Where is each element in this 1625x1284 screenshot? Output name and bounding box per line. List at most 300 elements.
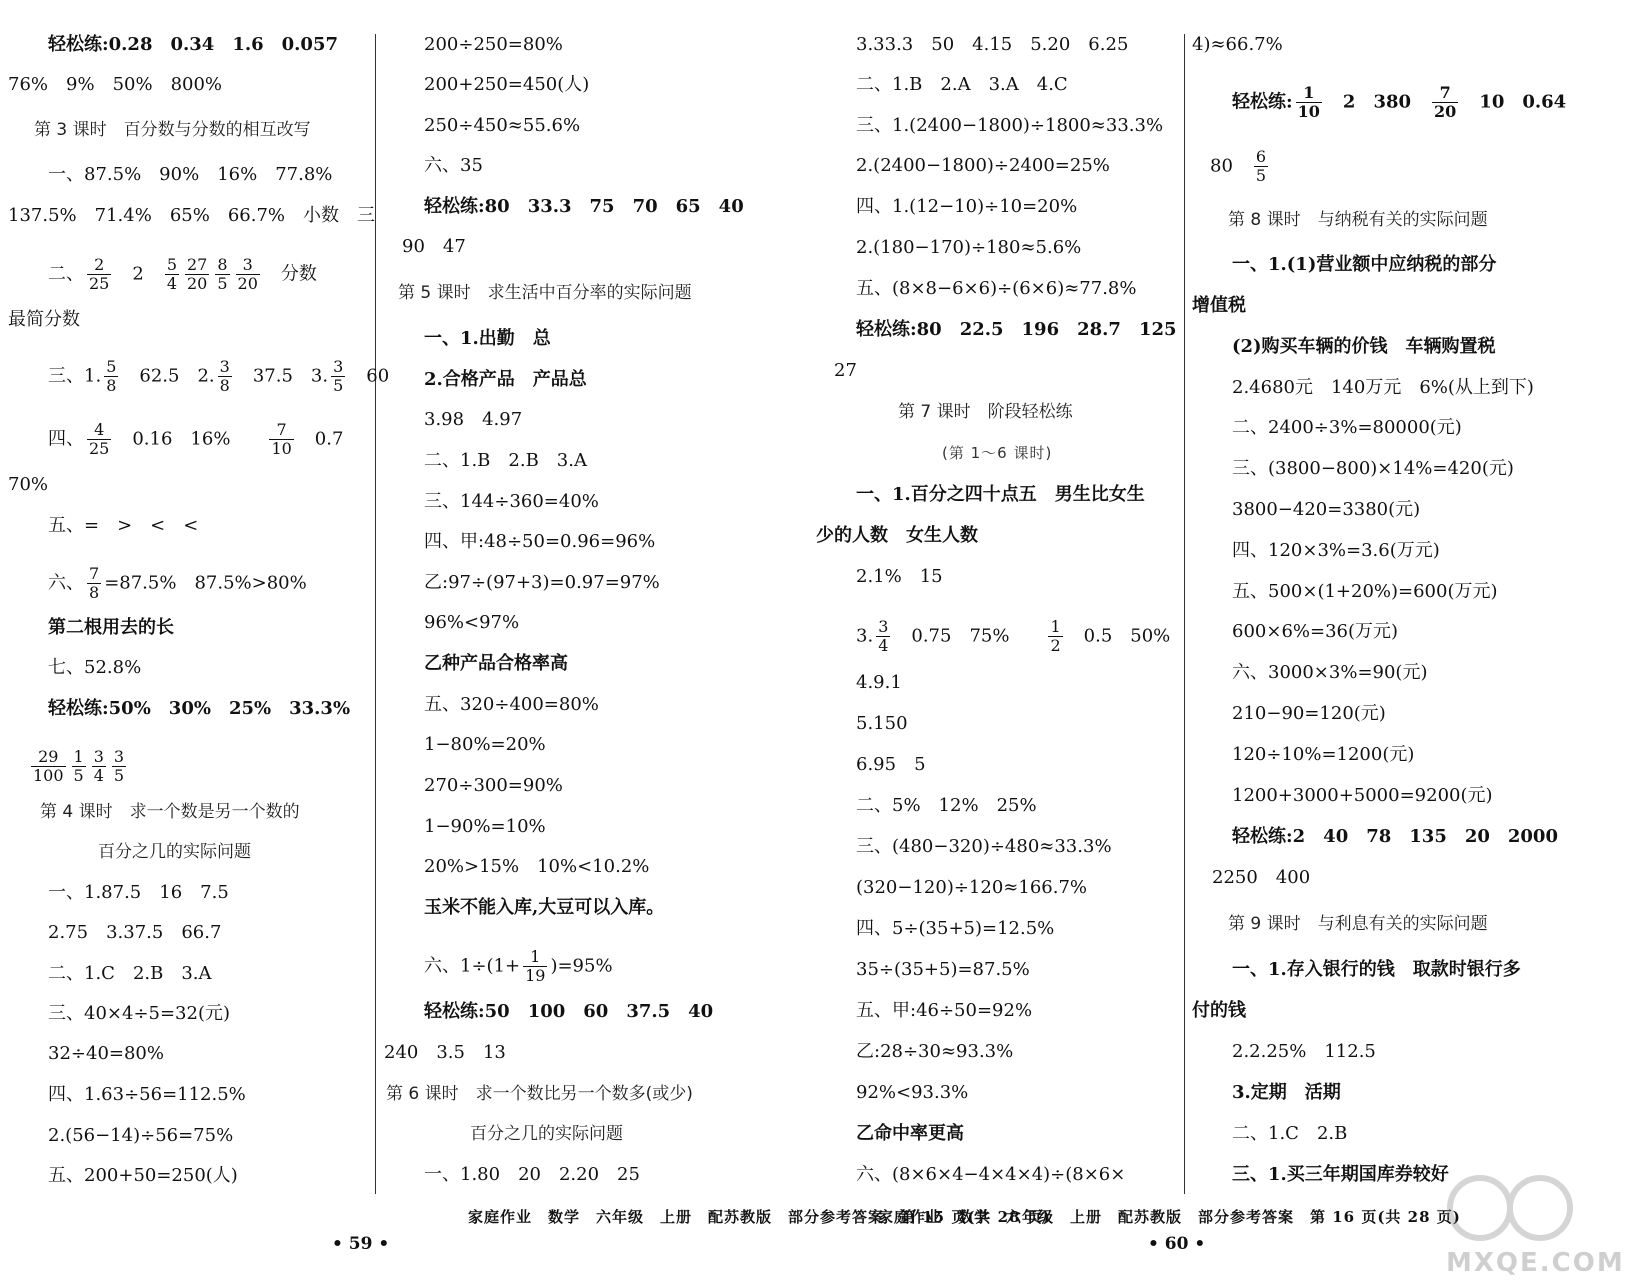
answer-text: 200+250=450(人) bbox=[424, 74, 590, 95]
answer-text: (2)购买车辆的价钱 车辆购置税 bbox=[1232, 336, 1496, 357]
answer-text: 四、5÷(35+5)=12.5% bbox=[856, 918, 1055, 939]
answer-line bbox=[424, 369, 587, 391]
answer-line bbox=[856, 196, 1077, 218]
answer-text: 五、320÷400=80% bbox=[424, 694, 599, 715]
fraction-numerator: 8 bbox=[217, 255, 228, 274]
fraction-numerator: 2 bbox=[87, 257, 111, 275]
lesson-heading bbox=[1228, 913, 1488, 935]
answer-text: 2.(180−170)÷180≈5.6% bbox=[856, 237, 1082, 258]
answer-line bbox=[402, 236, 466, 258]
answer-text: 270÷300=90% bbox=[424, 775, 563, 796]
answer-line bbox=[424, 897, 664, 919]
answer-text: 35÷(35+5)=87.5% bbox=[856, 959, 1030, 980]
answer-line bbox=[424, 328, 551, 350]
answer-line bbox=[1232, 499, 1420, 521]
answer-line bbox=[28, 749, 129, 784]
answer-text: 第二根用去的长 bbox=[48, 617, 174, 638]
answer-text: 轻松练:50 100 60 37.5 40 bbox=[424, 1001, 714, 1022]
answer-line bbox=[48, 698, 350, 720]
fraction bbox=[269, 422, 293, 457]
answer-line bbox=[856, 877, 1087, 899]
answer-line bbox=[424, 694, 599, 716]
lesson-subheading bbox=[942, 442, 1052, 464]
answer-text: 210−90=120(元) bbox=[1232, 703, 1386, 724]
answer-line bbox=[48, 882, 229, 904]
answer-text: 第 6 课时 求一个数比另一个数多(或少) bbox=[386, 1084, 693, 1104]
answer-line bbox=[856, 713, 908, 735]
answer-text: 一、1.87.5 16 7.5 bbox=[48, 882, 229, 903]
answer-text: 27 bbox=[834, 360, 857, 381]
fraction-numerator: 3 bbox=[219, 357, 230, 376]
answer-line bbox=[1232, 1082, 1341, 1104]
answer-line bbox=[424, 450, 587, 472]
answer-text: 六、3000×3%=90(元) bbox=[1232, 662, 1428, 683]
lesson-heading bbox=[1228, 209, 1488, 231]
answer-line bbox=[856, 1164, 1125, 1186]
answer-line bbox=[856, 918, 1054, 940]
answer-text: 5.150 bbox=[856, 713, 908, 734]
answer-text: 七、52.8% bbox=[48, 657, 142, 678]
fraction bbox=[215, 257, 229, 292]
answer-text: 三、1.(2400−1800)÷1800≈33.3% bbox=[856, 115, 1164, 136]
answer-line bbox=[424, 734, 546, 756]
fraction bbox=[1296, 85, 1322, 120]
answer-line bbox=[856, 1000, 1032, 1022]
answer-line bbox=[424, 115, 580, 137]
answer-text: 百分之几的实际问题 bbox=[470, 1124, 623, 1144]
fraction-denominator: 8 bbox=[89, 583, 100, 602]
fraction bbox=[92, 749, 106, 784]
answer-line bbox=[48, 963, 212, 985]
answer-line bbox=[1192, 34, 1283, 56]
answer-text: 五、= > < < bbox=[48, 515, 199, 536]
answer-line bbox=[48, 34, 338, 56]
answer-text: 轻松练:2 40 78 135 20 2000 bbox=[1232, 826, 1558, 847]
answer-text: 一、1.80 20 2.20 25 bbox=[424, 1164, 640, 1185]
answer-line bbox=[48, 617, 174, 639]
fraction bbox=[87, 566, 101, 601]
fraction-numerator: 5 bbox=[166, 255, 177, 274]
answer-text: 37.5 3. bbox=[234, 365, 329, 387]
answer-line bbox=[48, 164, 332, 186]
answer-text: 4)≈66.7% bbox=[1192, 34, 1283, 55]
lesson-heading bbox=[386, 1083, 693, 1105]
lesson-heading bbox=[98, 841, 251, 863]
answer-line bbox=[48, 1084, 246, 1106]
fraction-denominator: 25 bbox=[89, 274, 110, 293]
answer-text: 三、(3800−800)×14%=420(元) bbox=[1232, 458, 1514, 479]
answer-text: 1−80%=20% bbox=[424, 734, 546, 755]
answer-text: 6.95 5 bbox=[856, 754, 926, 775]
fraction-numerator: 29 bbox=[31, 749, 66, 767]
answer-line bbox=[1232, 785, 1493, 807]
fraction-numerator: 5 bbox=[106, 357, 117, 376]
answer-line bbox=[1232, 959, 1521, 981]
answer-line bbox=[816, 525, 978, 547]
answer-text: 五、500×(1+20%)=600(万元) bbox=[1232, 581, 1498, 602]
answer-line bbox=[856, 278, 1136, 300]
column-divider-left bbox=[375, 34, 376, 1194]
answer-text: 五、甲:46÷50=92% bbox=[856, 1000, 1033, 1021]
column-divider-right bbox=[1184, 34, 1185, 1194]
fraction-numerator: 1 bbox=[73, 747, 84, 766]
answer-text: 200÷250=80% bbox=[424, 34, 563, 55]
answer-text: 四、1.63÷56=112.5% bbox=[48, 1084, 246, 1105]
answer-text: 70% bbox=[8, 474, 49, 495]
answer-line bbox=[1212, 867, 1310, 889]
answer-line bbox=[1232, 254, 1496, 276]
answer-line bbox=[424, 34, 563, 56]
answer-text: 2.(56−14)÷56=75% bbox=[48, 1125, 234, 1146]
fraction bbox=[185, 257, 209, 292]
answer-line bbox=[856, 34, 1128, 56]
fraction bbox=[112, 749, 126, 784]
answer-text: 137.5% 71.4% 65% 66.7% 小数 三 bbox=[8, 205, 376, 226]
answer-text: 最简分数 bbox=[8, 309, 80, 330]
answer-text: 20%>15% 10%<10.2% bbox=[424, 856, 650, 877]
fraction-numerator: 7 bbox=[269, 422, 293, 440]
answer-text: 四、 bbox=[48, 428, 84, 450]
answer-line bbox=[424, 949, 613, 984]
answer-text: 一、1.百分之四十点五 男生比女生 bbox=[856, 484, 1145, 505]
answer-line bbox=[424, 775, 563, 797]
answer-text: (320−120)÷120≈166.7% bbox=[856, 877, 1087, 898]
fraction-denominator: 20 bbox=[237, 274, 258, 293]
fraction bbox=[331, 359, 345, 394]
fraction-denominator: 5 bbox=[1255, 166, 1267, 185]
fraction-denominator: 20 bbox=[187, 274, 208, 293]
answer-line bbox=[424, 409, 522, 431]
answer-line bbox=[8, 74, 222, 96]
lesson-heading bbox=[34, 119, 311, 141]
fraction bbox=[104, 359, 118, 394]
answer-text: 少的人数 女生人数 bbox=[816, 525, 978, 546]
answer-text: 3.定期 活期 bbox=[1232, 1082, 1341, 1103]
answer-line bbox=[8, 474, 48, 496]
answer-text: 第 5 课时 求生活中百分率的实际问题 bbox=[398, 283, 692, 303]
answer-text: 轻松练:0.28 0.34 1.6 0.057 bbox=[48, 34, 339, 55]
answer-line bbox=[424, 155, 483, 177]
fraction bbox=[523, 949, 547, 984]
answer-line bbox=[48, 922, 221, 944]
fraction bbox=[1432, 85, 1458, 120]
answer-text: 一、87.5% 90% 16% 77.8% bbox=[48, 164, 333, 185]
fraction bbox=[31, 749, 66, 784]
answer-line bbox=[1232, 662, 1427, 684]
answer-text: 1200+3000+5000=9200(元) bbox=[1232, 785, 1493, 806]
answer-text: 3.98 4.97 bbox=[424, 409, 523, 430]
answer-text: 0.7 bbox=[296, 428, 344, 450]
answer-text: 乙种产品合格率高 bbox=[424, 653, 568, 674]
answer-line bbox=[1192, 295, 1246, 317]
fraction-denominator: 10 bbox=[1297, 102, 1320, 121]
fraction bbox=[876, 619, 890, 654]
answer-line bbox=[1192, 1000, 1246, 1022]
lesson-heading bbox=[898, 401, 1073, 423]
answer-text: )=95% bbox=[550, 955, 613, 977]
fraction-denominator: 2 bbox=[1050, 636, 1061, 655]
answer-line bbox=[856, 115, 1163, 137]
answer-text: 2.(2400−1800)÷2400=25% bbox=[856, 155, 1110, 176]
fraction-numerator: 3 bbox=[113, 747, 125, 766]
answer-text: 乙命中率更高 bbox=[856, 1123, 964, 1144]
answer-line bbox=[856, 619, 1170, 654]
answer-line bbox=[1210, 149, 1271, 184]
answer-line bbox=[856, 237, 1081, 259]
fraction-numerator: 3 bbox=[333, 357, 344, 376]
answer-text: 92%<93.3% bbox=[856, 1082, 969, 1103]
answer-text: 付的钱 bbox=[1192, 1000, 1246, 1021]
answer-line bbox=[856, 319, 1177, 341]
answer-line bbox=[424, 612, 519, 634]
answer-text: 1−90%=10% bbox=[424, 816, 546, 837]
fraction bbox=[165, 257, 179, 292]
answer-line bbox=[1232, 1123, 1347, 1145]
answer-text: 60 bbox=[348, 365, 390, 387]
fraction-denominator: 4 bbox=[93, 766, 104, 785]
fraction-numerator: 7 bbox=[89, 564, 100, 583]
answer-line bbox=[48, 515, 198, 537]
answer-line bbox=[856, 672, 902, 694]
answer-text: 2.4680元 140万元 6%(从上到下) bbox=[1232, 377, 1534, 398]
answer-text: 轻松练: bbox=[1232, 91, 1293, 113]
answer-line bbox=[1232, 85, 1566, 120]
fraction bbox=[72, 749, 86, 784]
watermark-logo bbox=[1440, 1168, 1625, 1278]
fraction-numerator: 7 bbox=[1432, 85, 1458, 103]
answer-text: 四、甲:48÷50=0.96=96% bbox=[424, 531, 656, 552]
answer-line bbox=[856, 566, 943, 588]
fraction-numerator: 27 bbox=[187, 255, 208, 274]
answer-text: 96%<97% bbox=[424, 612, 520, 633]
answer-text: 0.5 50% bbox=[1065, 625, 1171, 647]
answer-text: 2250 400 bbox=[1212, 867, 1311, 888]
answer-text: 乙:28÷30≈93.3% bbox=[856, 1041, 1014, 1062]
fraction bbox=[87, 257, 111, 292]
answer-text: 一、1.(1)营业额中应纳税的部分 bbox=[1232, 254, 1497, 275]
answer-text: 76% 9% 50% 800% bbox=[8, 74, 223, 95]
answer-text: 三、144÷360=40% bbox=[424, 491, 599, 512]
answer-line bbox=[424, 653, 568, 675]
answer-line bbox=[1232, 1041, 1376, 1063]
answer-text: 二、1.C 2.B 3.A bbox=[48, 963, 212, 984]
answer-line bbox=[856, 74, 1068, 96]
answer-line bbox=[48, 359, 389, 394]
answer-text: 三、1.买三年期国库券较好 bbox=[1232, 1164, 1449, 1185]
fraction-denominator: 10 bbox=[271, 439, 292, 458]
answer-line bbox=[1232, 581, 1498, 603]
answer-line bbox=[1232, 417, 1462, 439]
fraction-numerator: 1 bbox=[1296, 85, 1322, 103]
answer-text: 增值税 bbox=[1192, 295, 1246, 316]
answer-text: 轻松练:80 22.5 196 28.7 125 bbox=[856, 319, 1177, 340]
answer-line bbox=[48, 1003, 230, 1025]
answer-text: 二、5% 12% 25% bbox=[856, 795, 1037, 816]
fraction-numerator: 6 bbox=[1255, 147, 1267, 166]
fraction-denominator: 5 bbox=[73, 766, 84, 785]
fraction-denominator: 19 bbox=[525, 966, 546, 985]
answer-text: 250÷450≈55.6% bbox=[424, 115, 581, 136]
fraction-denominator: 100 bbox=[33, 766, 64, 785]
answer-text: 2.合格产品 产品总 bbox=[424, 369, 587, 390]
answer-line bbox=[48, 422, 343, 457]
answer-line bbox=[424, 1164, 640, 1186]
answer-text: 六、35 bbox=[424, 155, 483, 176]
answer-text: 0.75 75% bbox=[893, 625, 1046, 647]
answer-text: 第 7 课时 阶段轻松练 bbox=[898, 402, 1073, 422]
answer-text: 第 8 课时 与纳税有关的实际问题 bbox=[1228, 210, 1488, 230]
fraction-denominator: 20 bbox=[1434, 102, 1457, 121]
answer-text: 二、 bbox=[48, 263, 84, 285]
answer-line bbox=[8, 309, 80, 331]
answer-line bbox=[856, 1041, 1013, 1063]
fraction-denominator: 4 bbox=[878, 636, 889, 655]
fraction bbox=[1048, 619, 1062, 654]
answer-text: 2 380 bbox=[1324, 91, 1430, 113]
answer-text: 90 47 bbox=[402, 236, 466, 257]
answer-text: 轻松练:50% 30% 25% 33.3% bbox=[48, 698, 351, 719]
answer-text: 62.5 2. bbox=[121, 365, 215, 387]
answer-line bbox=[48, 1165, 238, 1187]
answer-line bbox=[1232, 703, 1386, 725]
answer-text: 2.2.25% 112.5 bbox=[1232, 1041, 1376, 1062]
answer-text: 第 9 课时 与利息有关的实际问题 bbox=[1228, 914, 1488, 934]
answer-line bbox=[856, 836, 1112, 858]
answer-text: 六、(8×6×4−4×4×4)÷(8×6× bbox=[856, 1164, 1126, 1185]
answer-line bbox=[424, 531, 655, 553]
answer-text: 600×6%=36(万元) bbox=[1232, 621, 1399, 642]
fraction-denominator: 5 bbox=[217, 274, 228, 293]
answer-text: 240 3.5 13 bbox=[384, 1042, 506, 1063]
answer-line bbox=[1232, 377, 1534, 399]
answer-line bbox=[424, 816, 546, 838]
answer-text: 六、 bbox=[48, 572, 84, 594]
answer-text: 3.33.3 50 4.15 5.20 6.25 bbox=[856, 34, 1129, 55]
page-number-left: • 59 • bbox=[332, 1234, 390, 1254]
answer-line bbox=[1232, 744, 1414, 766]
answer-line bbox=[1232, 621, 1398, 643]
fraction bbox=[87, 422, 111, 457]
answer-line bbox=[48, 257, 317, 292]
answer-line bbox=[48, 566, 307, 601]
fraction-denominator: 8 bbox=[219, 376, 230, 395]
answer-line bbox=[856, 795, 1037, 817]
fraction-numerator: 3 bbox=[236, 257, 260, 275]
fraction-denominator: 5 bbox=[113, 766, 125, 785]
fraction-numerator: 1 bbox=[1050, 617, 1061, 636]
answer-line bbox=[856, 155, 1110, 177]
answer-line bbox=[856, 754, 926, 776]
fraction-numerator: 4 bbox=[87, 422, 111, 440]
answer-line bbox=[424, 196, 744, 218]
answer-line bbox=[1232, 826, 1558, 848]
answer-line bbox=[8, 205, 375, 227]
answer-text: 二、2400÷3%=80000(元) bbox=[1232, 417, 1462, 438]
answer-line bbox=[424, 491, 599, 513]
fraction-numerator: 1 bbox=[523, 949, 547, 967]
lesson-heading bbox=[40, 801, 300, 823]
answer-text: 第 3 课时 百分数与分数的相互改写 bbox=[34, 120, 311, 140]
answer-text: 二、1.C 2.B bbox=[1232, 1123, 1348, 1144]
answer-line bbox=[424, 1001, 713, 1023]
answer-line bbox=[1232, 336, 1496, 358]
fraction bbox=[236, 257, 260, 292]
answer-text: 三、40×4÷5=32(元) bbox=[48, 1003, 231, 1024]
answer-text: (第 1～6 课时) bbox=[942, 444, 1053, 462]
answer-text: 百分之几的实际问题 bbox=[98, 842, 251, 862]
answer-text: 三、1. bbox=[48, 365, 102, 387]
answer-text: 一、1.出勤 总 bbox=[424, 328, 551, 349]
answer-text: 2 bbox=[114, 263, 162, 285]
watermark-text: MXQE.COM bbox=[1446, 1248, 1625, 1278]
answer-line bbox=[856, 1082, 968, 1104]
answer-text: 10 0.64 bbox=[1461, 91, 1567, 113]
answer-line bbox=[424, 74, 589, 96]
answer-text: 二、1.B 2.B 3.A bbox=[424, 450, 587, 471]
lesson-heading bbox=[470, 1123, 623, 1145]
answer-text: 3800−420=3380(元) bbox=[1232, 499, 1421, 520]
answer-line bbox=[424, 572, 660, 594]
footer-left: 家庭作业 数学 六年级 上册 配苏教版 部分参考答案 第 15 页(共 28 页) bbox=[468, 1208, 1051, 1226]
answer-line bbox=[424, 856, 649, 878]
fraction-numerator: 3 bbox=[93, 747, 104, 766]
answer-text: 120÷10%=1200(元) bbox=[1232, 744, 1415, 765]
answer-text: 五、(8×8−6×6)÷(6×6)≈77.8% bbox=[856, 278, 1137, 299]
answer-text: 32÷40=80% bbox=[48, 1043, 164, 1064]
answer-text: 三、(480−320)÷480≈33.3% bbox=[856, 836, 1112, 857]
fraction-denominator: 5 bbox=[333, 376, 344, 395]
answer-line bbox=[856, 959, 1030, 981]
answer-line bbox=[834, 360, 857, 382]
answer-text: 分数 bbox=[262, 263, 317, 285]
answer-line bbox=[1232, 540, 1440, 562]
lesson-heading bbox=[398, 282, 692, 304]
fraction bbox=[218, 359, 232, 394]
answer-line bbox=[856, 1123, 964, 1145]
answer-text: 2.75 3.37.5 66.7 bbox=[48, 922, 222, 943]
answer-line bbox=[1232, 1164, 1449, 1186]
fraction bbox=[1254, 149, 1268, 184]
answer-text: 玉米不能入库,大豆可以入库。 bbox=[424, 897, 665, 918]
fraction-denominator: 25 bbox=[89, 439, 110, 458]
footer-right: 家庭作业 数学 六年级 上册 配苏教版 部分参考答案 第 16 页(共 28 页) bbox=[878, 1208, 1461, 1226]
answer-text: 二、1.B 2.A 3.A 4.C bbox=[856, 74, 1068, 95]
answer-text: 五、200+50=250(人) bbox=[48, 1165, 238, 1186]
answer-line bbox=[384, 1042, 506, 1064]
answer-text: 乙:97÷(97+3)=0.97=97% bbox=[424, 572, 660, 593]
answer-text: 轻松练:80 33.3 75 70 65 40 bbox=[424, 196, 744, 217]
answer-text: 六、1÷(1+ bbox=[424, 955, 521, 977]
fraction-denominator: 8 bbox=[106, 376, 117, 395]
answer-line bbox=[1232, 458, 1514, 480]
answer-text: 四、1.(12−10)÷10=20% bbox=[856, 196, 1078, 217]
watermark-icon bbox=[1440, 1168, 1590, 1248]
answer-text: 第 4 课时 求一个数是另一个数的 bbox=[40, 802, 300, 822]
answer-text: 0.16 16% bbox=[114, 428, 267, 450]
answer-line bbox=[48, 657, 141, 679]
answer-line bbox=[856, 484, 1145, 506]
answer-text: 四、120×3%=3.6(万元) bbox=[1232, 540, 1440, 561]
answer-text: 2.1% 15 bbox=[856, 566, 943, 587]
fraction-denominator: 4 bbox=[166, 274, 177, 293]
answer-line bbox=[48, 1043, 164, 1065]
answer-text: 4.9.1 bbox=[856, 672, 902, 693]
answer-text: 80 bbox=[1210, 155, 1251, 177]
answer-text: =87.5% 87.5%>80% bbox=[104, 572, 307, 594]
answer-line bbox=[48, 1125, 233, 1147]
fraction-numerator: 3 bbox=[878, 617, 889, 636]
answer-text: 3. bbox=[856, 625, 874, 647]
